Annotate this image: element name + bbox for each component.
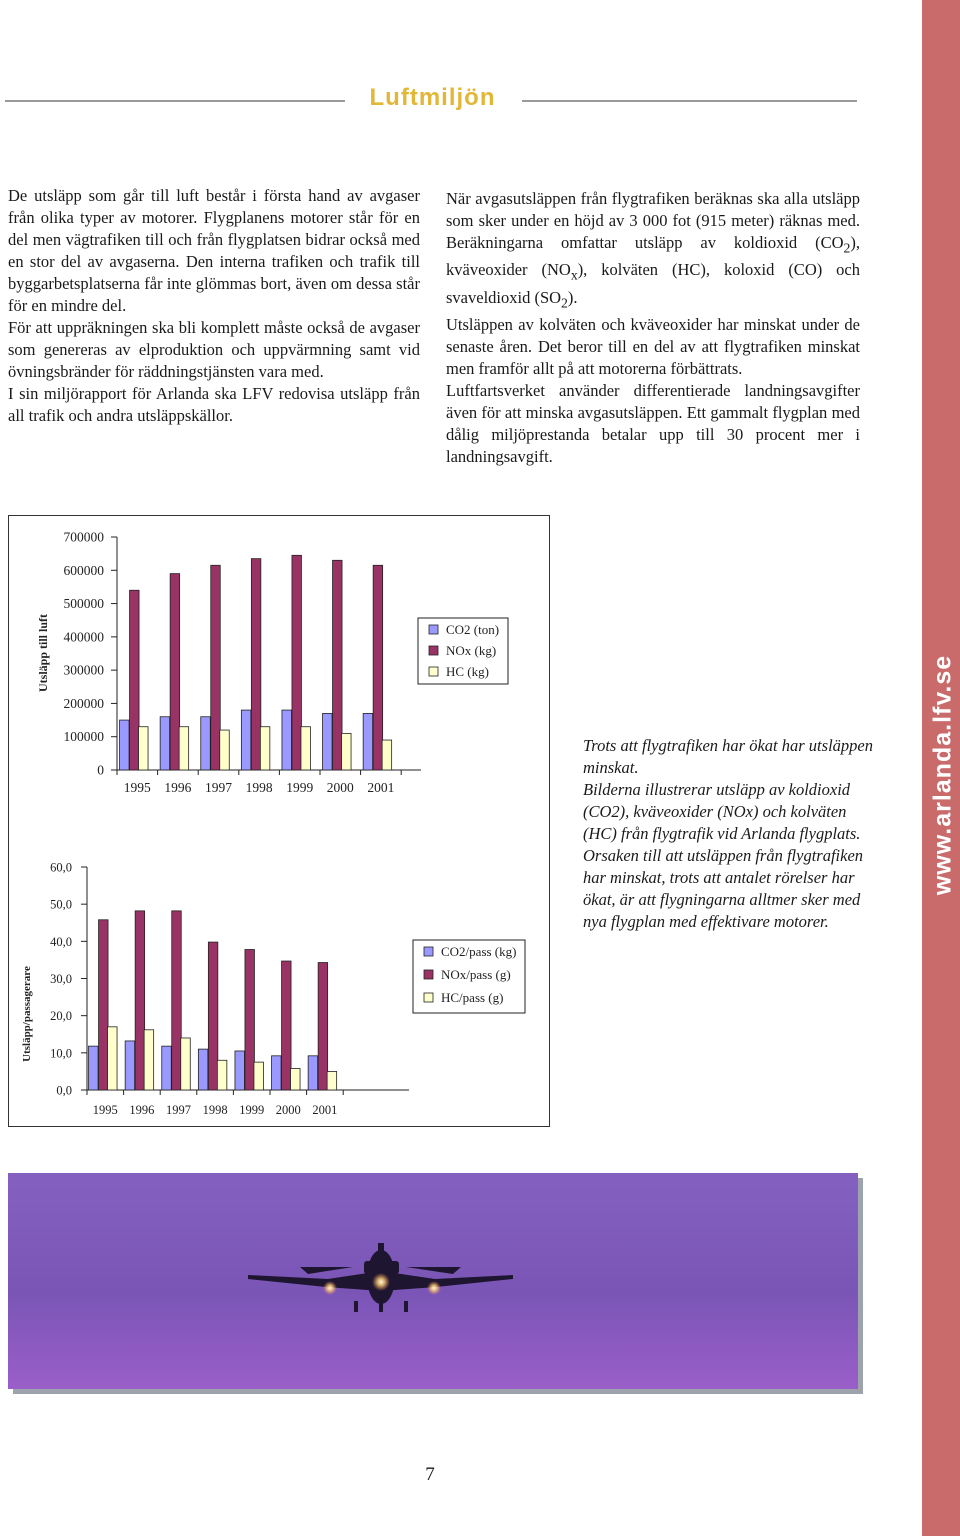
bar-nox <box>99 920 109 1090</box>
bar-nox <box>251 559 261 770</box>
airplane-photo <box>8 1173 858 1389</box>
bar-nox <box>172 911 182 1090</box>
x-tick-label: 2000 <box>275 1103 301 1117</box>
legend-label: CO2 (ton) <box>446 622 500 637</box>
x-tick-label: 1999 <box>286 780 314 795</box>
x-tick-label: 1999 <box>239 1103 265 1117</box>
y-tick-label: 400000 <box>63 629 104 645</box>
bar-co2 <box>162 1046 172 1090</box>
bar-hc <box>179 727 189 770</box>
page-title: Luftmiljön <box>369 84 496 111</box>
x-tick-label: 1996 <box>129 1103 155 1117</box>
bar-co2 <box>125 1041 134 1090</box>
header-rule-right <box>522 100 857 102</box>
bar-co2 <box>272 1056 282 1090</box>
bar-hc <box>342 733 352 770</box>
legend-swatch <box>429 646 438 655</box>
legend-swatch <box>424 970 433 979</box>
text-run: ). <box>567 287 578 307</box>
bar-nox <box>135 911 145 1090</box>
bar-co2 <box>363 713 373 770</box>
right-text-column <box>446 188 860 468</box>
y-axis-label: Utsläpp/passagerare <box>21 966 33 1062</box>
y-tick-label: 10,0 <box>50 1046 72 1061</box>
bar-hc <box>254 1062 264 1090</box>
x-tick-label: 1995 <box>123 780 151 795</box>
bar-co2 <box>198 1049 208 1090</box>
bar-nox <box>333 560 343 770</box>
bar-hc <box>217 1060 227 1090</box>
bar-co2 <box>160 717 170 770</box>
bar-hc <box>382 740 392 770</box>
x-tick-label: 1998 <box>202 1103 228 1117</box>
bar-nox <box>130 590 140 770</box>
y-tick-label: 30,0 <box>50 972 72 986</box>
y-tick-label: 0 <box>97 762 104 778</box>
bar-hc <box>108 1027 118 1090</box>
x-tick-label: 2001 <box>312 1103 338 1117</box>
left-text-column <box>8 185 420 427</box>
y-tick-label: 300000 <box>63 662 104 678</box>
text-run: När avgasutsläppen från flygtrafiken beräknas ska alla utsläpp som sker under en höjd av 3 000 fot (915 meter) räknas med. Beräkningarna omfattar utsläpp av koldioxid (CO <box>446 189 860 252</box>
bar-nox <box>170 574 180 770</box>
bar-nox <box>292 555 302 770</box>
bar-hc <box>220 730 230 770</box>
bar-hc <box>291 1068 301 1090</box>
header-rule-left <box>5 100 345 102</box>
x-tick-label: 1996 <box>164 780 192 795</box>
y-tick-label: 100000 <box>63 729 104 745</box>
legend-swatch <box>429 625 438 634</box>
subscript: 2 <box>561 294 568 310</box>
right-paragraph-2: Utsläppen av kolväten och kväveoxider har minskat under de senaste åren. Det beror till en del av att flygtrafiken minskat men framför allt på att motorerna förbättrats. <box>446 314 860 378</box>
legend-swatch <box>429 667 438 676</box>
emissions-charts-panel <box>8 515 550 1127</box>
bar-nox <box>282 961 292 1090</box>
bar-nox <box>318 963 328 1090</box>
legend-swatch <box>424 993 433 1002</box>
x-tick-label: 1998 <box>245 780 273 795</box>
x-tick-label: 2000 <box>326 780 354 795</box>
legend-label: NOx/pass (g) <box>441 967 511 982</box>
y-tick-label: 50,0 <box>50 897 72 912</box>
legend-label: NOx (kg) <box>446 643 497 658</box>
y-tick-label: 60,0 <box>50 860 72 875</box>
bar-co2 <box>323 713 333 770</box>
caption-paragraph-3: Orsaken till att utsläppen från flygtrafiken har minskat, trots att antalet rörelser har ökat, är att flygningarna alltmer sker med nya flygplan med effektivare motorer. <box>583 846 864 931</box>
y-tick-label: 0,0 <box>56 1083 72 1098</box>
bar-nox <box>373 565 383 770</box>
legend-label: CO2/pass (kg) <box>441 944 517 959</box>
left-paragraph-2: För att uppräkningen ska bli komplett måste också de avgaser som genereras av elproduktion och uppvärmning samt vid övningsbränder för räddningstjänsten vara med. <box>8 318 420 381</box>
bar-co2 <box>282 710 292 770</box>
bar-co2 <box>235 1051 245 1090</box>
bar-co2 <box>201 717 211 770</box>
bar-hc <box>144 1030 154 1090</box>
page-number: 7 <box>425 1464 435 1485</box>
website-url: www.arlanda.lfv.se <box>928 654 957 896</box>
x-tick-label: 1997 <box>166 1103 191 1117</box>
y-tick-label: 600000 <box>63 562 104 578</box>
y-tick-label: 40,0 <box>50 934 72 949</box>
left-paragraph-1: De utsläpp som går till luft består i första hand av avgaser från olika typer av motorer. Flygplanens motorer står för en del men vägtrafiken till och från flygplatsen bidrar också med en stor del av avgaserna. Den interna trafiken och trafik till byggarbetsplatserna får inte glömmas bort, även om dessa står för en mindre del. <box>8 186 420 315</box>
bar-hc <box>327 1071 337 1090</box>
legend-swatch <box>424 947 433 956</box>
right-paragraph-3: Luftfartsverket använder differentierade landningsavgifter även för att minska avgasutsläppen. Ett gammalt flygplan med dålig miljöprestanda betalar upp till 30 procent mer i landningsavgift. <box>446 380 860 466</box>
subscript: 2 <box>843 240 851 256</box>
y-tick-label: 200000 <box>63 695 104 711</box>
caption-paragraph-2: Bilderna illustrerar utsläpp av koldioxid (CO2), kväveoxider (NOx) och kolväten (HC) från flygtrafik vid Arlanda flygplats. <box>583 780 861 843</box>
y-tick-label: 700000 <box>63 529 104 545</box>
y-axis-label: Utsläpp till luft <box>36 613 50 693</box>
bar-hc <box>260 727 270 770</box>
y-tick-label: 20,0 <box>50 1009 72 1024</box>
y-tick-label: 500000 <box>63 596 104 612</box>
bar-co2 <box>120 720 130 770</box>
bar-co2 <box>89 1046 99 1090</box>
x-tick-label: 1997 <box>205 780 232 795</box>
left-paragraph-3: I sin miljörapport för Arlanda ska LFV redovisa utsläpp från all trafik och andra utsläppskällor. <box>8 384 420 425</box>
airplane-illustration <box>8 1173 858 1389</box>
bar-hc <box>181 1038 191 1090</box>
bar-nox <box>245 950 255 1090</box>
bar-hc <box>139 727 149 770</box>
bar-co2 <box>308 1056 318 1090</box>
emissions-charts <box>9 516 549 1126</box>
bar-hc <box>301 727 311 770</box>
right-paragraph-1 <box>446 188 860 314</box>
legend-label: HC/pass (g) <box>441 990 504 1005</box>
text-run: ), kväveoxider (NO <box>446 233 860 280</box>
x-tick-label: 2001 <box>367 780 395 795</box>
subscript: x <box>570 267 578 283</box>
bar-nox <box>211 565 221 770</box>
bar-nox <box>208 942 218 1090</box>
bar-co2 <box>241 710 251 770</box>
x-tick-label: 1995 <box>92 1103 118 1117</box>
caption-paragraph-1: Trots att flygtrafiken har ökat har utsläppen minskat. <box>583 736 873 777</box>
text-run: ), kolväten (HC), koloxid (CO) och svaveldioxid (SO <box>446 260 860 307</box>
legend-label: HC (kg) <box>446 664 489 679</box>
chart-caption <box>583 735 883 933</box>
